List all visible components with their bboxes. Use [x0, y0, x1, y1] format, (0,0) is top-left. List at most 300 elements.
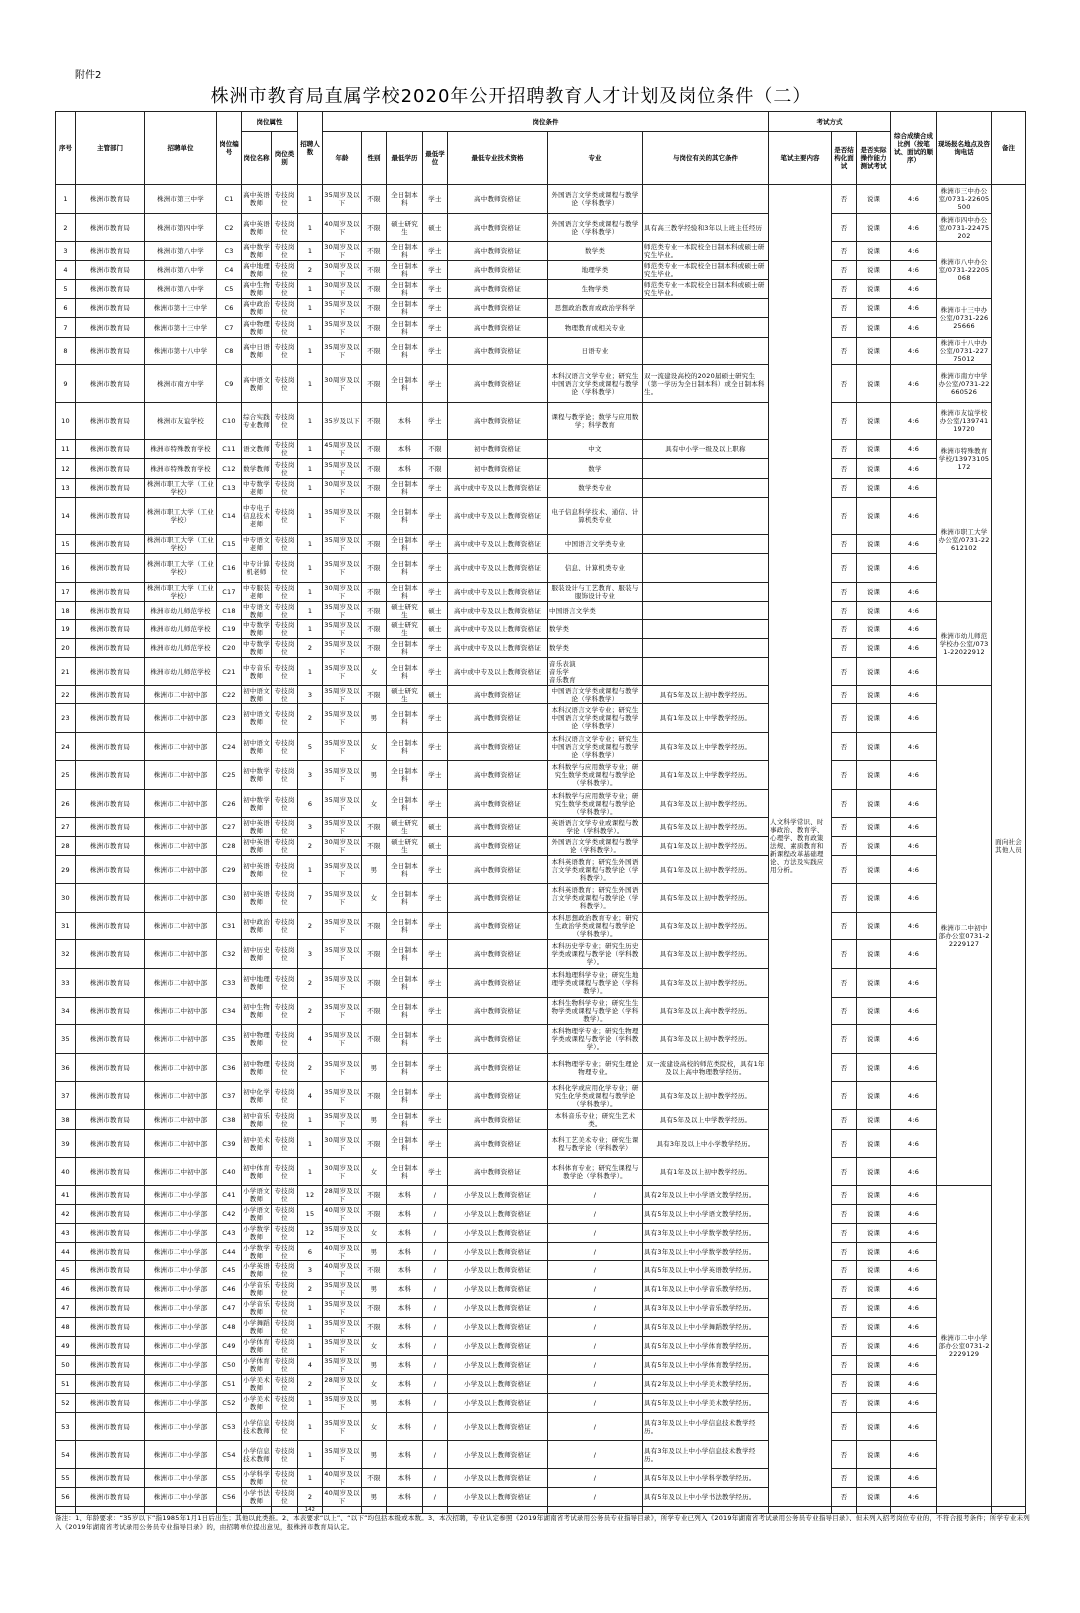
cell-interview: [832, 1186, 857, 1205]
cell-type-text: 专技岗位: [274, 343, 295, 359]
cell-code-text: C23: [222, 714, 236, 722]
cell-degree: [423, 1082, 448, 1110]
cell-major-text: 外国语言文学类或课程与教学论（学科教学）: [551, 191, 639, 207]
cell-type-text: 专技岗位: [274, 946, 295, 962]
cell-unit-text: 株洲市南方中学: [157, 379, 204, 388]
cell-degree-text: 学士: [428, 1091, 442, 1100]
cell-code: [217, 602, 242, 620]
cell-count: [298, 940, 323, 969]
cell-major-text: /: [593, 1450, 597, 1459]
cell-seq-text: 55: [61, 1474, 70, 1482]
cell-code: [217, 1318, 242, 1337]
cell-major-text: 生物学类: [581, 285, 609, 293]
cell-seq: [56, 1224, 76, 1243]
cell-interview-text: 否: [840, 1247, 848, 1256]
cell-seq: [56, 1337, 76, 1356]
cell-post-text: 初中生物教师: [243, 1003, 270, 1019]
cell-major: [548, 318, 643, 338]
cell-edu: [387, 185, 423, 214]
cell-practical: [857, 733, 891, 761]
cell-post-text: 综合实践专业教师: [243, 413, 270, 429]
cell-edu-text: 全日制本科: [391, 343, 418, 359]
cell-gender-text: 不限: [367, 464, 381, 473]
cell-code: [217, 1205, 242, 1224]
cell-dept-text: 株洲市教育局: [89, 714, 131, 722]
cell-gender-text: 不限: [367, 347, 381, 355]
cell-seq: [56, 602, 76, 620]
cell-other: [643, 365, 769, 403]
cell-count-text: 3: [307, 950, 313, 958]
cell-dept: [76, 214, 145, 242]
cell-major-text: 中国语言文学类或课程与教学论（学科教学）: [551, 686, 639, 703]
cell-interview: [832, 686, 857, 704]
cell-other: [643, 185, 769, 214]
cell-count-text: 1: [307, 1139, 313, 1148]
cell-code: [217, 620, 242, 639]
cell-contact: [937, 338, 992, 365]
cell-age-text: 35周岁及以下: [324, 640, 360, 656]
cell-post-text: 高中语文教师: [243, 375, 270, 392]
cell-qual: [448, 1318, 548, 1337]
cell-other-text: 具有5年及以上初中教学经历。: [659, 690, 752, 699]
cell-count: [298, 1488, 323, 1507]
cell-other: [643, 242, 769, 261]
header-exam-group: 考试方式: [769, 112, 891, 132]
cell-qual: [448, 554, 548, 583]
cell-practical-text: 说课: [866, 894, 881, 902]
cell-type-text: 专技岗位: [274, 890, 295, 906]
cell-qual: [448, 884, 548, 913]
cell-ratio: [891, 583, 937, 602]
cell-unit: [145, 440, 217, 459]
cell-major-text: /: [593, 1342, 597, 1350]
cell-major: [548, 1186, 643, 1205]
cell-ratio: [891, 1318, 937, 1337]
cell-major-text: 本科思想政治教育专业；研究生政治学类或课程与教学论（学科教学）。: [551, 914, 639, 938]
cell-gender-text: 不限: [367, 1210, 381, 1218]
cell-unit: [145, 761, 217, 790]
cell-unit: [145, 1394, 217, 1413]
cell-edu: [387, 498, 423, 535]
cell-ratio-text: 4:6: [908, 1063, 920, 1072]
cell-major: [548, 299, 643, 318]
cell-major-text: /: [593, 1493, 597, 1501]
cell-age: [323, 602, 362, 620]
cell-post-text: 语文教师: [243, 445, 270, 453]
cell-unit: [145, 1413, 217, 1441]
cell-seq-text: 32: [61, 950, 70, 958]
cell-count: [298, 790, 323, 818]
cell-degree: [423, 318, 448, 338]
cell-interview: [832, 403, 857, 440]
cell-type: [272, 1375, 298, 1394]
cell-gender: [362, 1299, 387, 1318]
cell-code-text: C31: [222, 922, 236, 930]
cell-ratio: [891, 1356, 937, 1375]
cell-seq: [56, 818, 76, 837]
cell-seq-text: 43: [61, 1229, 70, 1237]
cell-gender: [362, 1158, 387, 1186]
cell-practical-text: 说课: [866, 285, 881, 293]
cell-gender-text: 不限: [367, 304, 381, 312]
cell-practical: [857, 1280, 891, 1299]
cell-type: [272, 365, 298, 403]
cell-degree: [423, 403, 448, 440]
cell-code: [217, 686, 242, 704]
cell-code: [217, 1261, 242, 1280]
cell-unit: [145, 1025, 217, 1054]
cell-post-text: 高中生物教师: [243, 281, 270, 297]
cell-ratio-text: 4:6: [908, 690, 920, 699]
cell-code: [217, 498, 242, 535]
header-contact: 现场报名地点及咨询电话: [937, 112, 992, 185]
cell-practical: [857, 1375, 891, 1394]
cell-post-text: 初中语文教师: [243, 710, 270, 726]
cell-degree-text: 学士: [428, 742, 442, 751]
cell-code-text: C51: [222, 1380, 236, 1388]
cell-interview-text: 否: [840, 1139, 848, 1148]
cell-unit-text: 株洲市二中初中部: [153, 799, 208, 808]
cell-unit-text: 株洲市二中小学部: [153, 1380, 208, 1388]
cell-age-text: 35周岁及以下: [324, 663, 360, 680]
cell-age-text: 35周岁及以下: [324, 686, 360, 703]
cell-other: [643, 940, 769, 969]
cell-count-text: 2: [307, 1285, 313, 1293]
cell-major: [548, 1318, 643, 1337]
table-row: [56, 602, 1026, 620]
cell-qual: [448, 1110, 548, 1130]
cell-seq-text: 19: [61, 625, 70, 633]
cell-seq-text: 28: [61, 842, 70, 850]
cell-type: [272, 969, 298, 998]
cell-gender-text: 不限: [367, 1323, 381, 1331]
cell-practical-text: 说课: [866, 1304, 881, 1312]
cell-ratio-text: 4:6: [908, 1380, 920, 1388]
cell-code-text: C40: [222, 1167, 236, 1176]
cell-degree: [423, 365, 448, 403]
cell-edu: [387, 856, 423, 884]
cell-post: [242, 1025, 272, 1054]
cell-degree-text: /: [433, 1229, 437, 1237]
cell-count: [298, 1469, 323, 1488]
cell-gender-text: 男: [370, 1247, 378, 1256]
cell-dept: [76, 280, 145, 299]
cell-ratio: [891, 704, 937, 733]
cell-practical: [857, 1337, 891, 1356]
cell-other-text: 具有3年及以上中学教学经历。: [659, 742, 752, 751]
cell-age: [323, 1224, 362, 1243]
cell-age-text: 35周岁及以下: [324, 1418, 360, 1435]
cell-unit: [145, 686, 217, 704]
cell-seq: [56, 214, 76, 242]
cell-other: [643, 686, 769, 704]
cell-ratio-text: 4:6: [908, 379, 920, 388]
cell-interview: [832, 940, 857, 969]
cell-interview-text: 否: [840, 247, 848, 255]
cell-unit-text: 株洲市二中初中部: [153, 842, 208, 850]
cell-other-text: 具有3年及以上初中教学经历。: [659, 1035, 752, 1043]
cell-type-text: 专技岗位: [274, 1031, 295, 1047]
cell-type: [272, 639, 298, 658]
cell-seq: [56, 583, 76, 602]
cell-type-text: 专技岗位: [274, 640, 295, 656]
cell-code-text: C55: [222, 1474, 236, 1482]
cell-edu: [387, 686, 423, 704]
cell-code: [217, 299, 242, 318]
table-row: [56, 761, 1026, 790]
cell-code: [217, 554, 242, 583]
cell-practical-text: 说课: [866, 742, 881, 751]
cell-gender-text: 不限: [367, 922, 381, 930]
cell-code-text: C7: [224, 323, 234, 332]
header-gender: 性别: [362, 132, 387, 185]
table-row: [56, 498, 1026, 535]
cell-major: [548, 658, 643, 686]
cell-interview: [832, 602, 857, 620]
cell-other: [643, 818, 769, 837]
cell-post: [242, 280, 272, 299]
cell-edu: [387, 365, 423, 403]
cell-type: [272, 1394, 298, 1413]
cell-type: [272, 318, 298, 338]
cell-gender: [362, 1243, 387, 1261]
cell-degree-text: 学士: [428, 950, 442, 958]
cell-post-text: 初中数学教师: [243, 767, 270, 783]
cell-edu: [387, 790, 423, 818]
cell-age-text: 35周岁及以下: [324, 975, 360, 991]
cell-unit-text: 株洲市二中小学部: [153, 1285, 208, 1293]
cell-other-text: 双一流建设高校的师范类院校，具有1年及以上高中物理教学经历。: [646, 1059, 765, 1076]
cell-dept: [76, 818, 145, 837]
cell-degree: [423, 1243, 448, 1261]
cell-dept-text: 株洲市教育局: [89, 1285, 131, 1293]
cell-gender-text: 不限: [367, 842, 381, 850]
cell-code: [217, 1186, 242, 1205]
cell-practical: [857, 761, 891, 790]
cell-contact: [937, 403, 992, 440]
cell-major-text: 外国语言文学类或课程与教学论（学科教学）。: [551, 838, 639, 854]
cell-count: [298, 1054, 323, 1082]
cell-unit-text: 株洲市二中小学部: [153, 1474, 208, 1482]
cell-ratio-text: 4:6: [908, 1304, 920, 1312]
cell-seq: [56, 856, 76, 884]
cell-major: [548, 261, 643, 280]
cell-degree: [423, 790, 448, 818]
cell-major: [548, 498, 643, 535]
cell-practical: [857, 913, 891, 940]
cell-unit: [145, 1299, 217, 1318]
header-other-conditions: 与岗位有关的其它条件: [643, 132, 769, 185]
cell-post: [242, 1280, 272, 1299]
cell-ratio-text: 4:6: [908, 1210, 920, 1218]
cell-degree-text: /: [433, 1493, 437, 1501]
cell-seq: [56, 913, 76, 940]
cell-dept-text: 株洲市教育局: [89, 1422, 131, 1431]
cell-ratio: [891, 1413, 937, 1441]
cell-interview: [832, 1469, 857, 1488]
cell-contact-text: 株洲市幼儿师范学校办公室/0731-22022912: [939, 631, 989, 656]
cell-practical: [857, 837, 891, 856]
cell-dept-text: 株洲市教育局: [89, 1323, 131, 1331]
cell-post-text: 高中英语教师: [243, 219, 270, 236]
cell-post-text: 初中语文教师: [243, 686, 270, 703]
cell-practical: [857, 1186, 891, 1205]
cell-edu: [387, 884, 423, 913]
cell-post-text: 初中体育教师: [243, 1163, 270, 1180]
cell-seq: [56, 365, 76, 403]
table-row: [56, 440, 1026, 459]
cell-code-text: C42: [222, 1210, 236, 1218]
cell-dept: [76, 1082, 145, 1110]
cell-unit: [145, 1186, 217, 1205]
cell-code: [217, 365, 242, 403]
cell-edu-text: 硕士研究生: [391, 219, 418, 236]
cell-contact-text: 株洲市二中初中部办公室0731-22229127: [938, 923, 990, 948]
cell-ratio-text: 4:6: [908, 1323, 920, 1331]
cell-seq: [56, 1356, 76, 1375]
cell-interview-text: 否: [840, 223, 848, 232]
cell-other-text: [643, 602, 768, 619]
cell-count: [298, 1130, 323, 1158]
cell-edu-text: 全日制本科: [391, 1059, 418, 1076]
cell-dept: [76, 1025, 145, 1054]
cell-unit-text: 株洲市第八中学: [157, 266, 204, 274]
header-education: 最低学历: [387, 132, 423, 185]
cell-qual-text: 高中或中专及以上教师资格证: [453, 564, 542, 572]
cell-major-text: 本科地理科学专业；研究生地理学类或课程与教学论（学科教学）。: [551, 971, 639, 995]
total-empty-cell-text: [992, 1507, 1025, 1513]
cell-qual-text: 高中教师资格证: [474, 1007, 521, 1015]
cell-other-text: 具有中小学一级及以上职称: [665, 445, 746, 453]
cell-code: [217, 884, 242, 913]
cell-other-text: 具有3年及以上初中教学经历。: [659, 1091, 752, 1100]
cell-qual: [448, 280, 548, 299]
cell-unit: [145, 1224, 217, 1243]
cell-post-text: 小学信息技术教师: [243, 1446, 270, 1463]
cell-post: [242, 658, 272, 686]
cell-post: [242, 338, 272, 365]
cell-other: [643, 1375, 769, 1394]
cell-interview-text: 否: [840, 1361, 848, 1369]
table-row: [56, 1280, 1026, 1299]
cell-unit-text: 株洲市二中小学部: [153, 1210, 208, 1218]
cell-seq-text: 22: [61, 690, 70, 699]
cell-count-text: 1: [307, 484, 313, 492]
cell-age-text: 30周岁及以下: [324, 281, 360, 297]
cell-post: [242, 1186, 272, 1205]
cell-gender: [362, 1054, 387, 1082]
cell-count: [298, 1243, 323, 1261]
cell-dept: [76, 1488, 145, 1507]
cell-practical-text: 说课: [866, 1323, 881, 1331]
cell-edu-text: 本科: [397, 1474, 412, 1482]
cell-type: [272, 940, 298, 969]
cell-interview-text: 否: [840, 540, 848, 548]
cell-contact: [937, 242, 992, 299]
cell-edu: [387, 1205, 423, 1224]
cell-code: [217, 790, 242, 818]
cell-type: [272, 1186, 298, 1205]
cell-type-text: 专技岗位: [274, 795, 295, 812]
cell-qual: [448, 535, 548, 554]
total-empty-cell-text: [832, 1507, 856, 1513]
cell-interview-text: 否: [840, 950, 848, 958]
cell-qual: [448, 1130, 548, 1158]
cell-type-text: 专技岗位: [274, 918, 295, 934]
cell-type: [272, 837, 298, 856]
cell-other: [643, 214, 769, 242]
cell-dept-text: 株洲市教育局: [89, 644, 131, 652]
cell-post-text: 高中政治教师: [243, 300, 270, 316]
cell-post: [242, 733, 272, 761]
cell-degree-text: 学士: [428, 979, 442, 987]
cell-seq: [56, 1413, 76, 1441]
cell-degree: [423, 856, 448, 884]
cell-dept: [76, 440, 145, 459]
cell-edu: [387, 837, 423, 856]
table-row: [56, 1337, 1026, 1356]
cell-dept-text: 株洲市教育局: [89, 799, 131, 808]
cell-practical-text: 说课: [866, 588, 881, 596]
cell-dept-text: 株洲市教育局: [89, 1229, 131, 1237]
header-age: 年龄: [323, 132, 362, 185]
cell-age: [323, 733, 362, 761]
cell-dept-text: 株洲市教育局: [89, 894, 131, 902]
cell-unit-text: 株洲市特殊教育学校: [150, 445, 211, 453]
cell-practical-text: 说课: [866, 195, 881, 203]
cell-count-text: 2: [307, 644, 313, 652]
cell-ratio: [891, 1375, 937, 1394]
cell-other: [643, 1394, 769, 1413]
cell-edu-text: 本科: [397, 1210, 412, 1218]
cell-qual-text: 高中教师资格证: [474, 823, 521, 831]
cell-qual-text: 初中教师资格证: [474, 464, 521, 473]
cell-age: [323, 498, 362, 535]
cell-other-text: 具有3年及以上中小学信息技术教学经历。: [644, 1446, 756, 1463]
cell-practical: [857, 459, 891, 479]
cell-edu-text: 全日制本科: [391, 536, 418, 552]
cell-post-text: 初中数学教师: [243, 795, 270, 812]
cell-type-text: 专技岗位: [274, 838, 295, 854]
header-condition-group: 岗位条件: [323, 112, 769, 132]
cell-interview: [832, 338, 857, 365]
cell-type: [272, 1158, 298, 1186]
cell-dept: [76, 1394, 145, 1413]
cell-age-text: 35周岁及以下: [324, 602, 360, 619]
cell-practical: [857, 403, 891, 440]
cell-edu-text: 全日制本科: [391, 710, 418, 726]
cell-other-text: [643, 403, 768, 439]
cell-type: [272, 998, 298, 1025]
cell-seq: [56, 704, 76, 733]
cell-other: [643, 1413, 769, 1441]
cell-code: [217, 1280, 242, 1299]
cell-major: [548, 790, 643, 818]
cell-count-text: 1: [307, 247, 313, 255]
cell-post: [242, 790, 272, 818]
total-empty-cell-text: [448, 1507, 547, 1513]
cell-age-text: 35周岁及以下: [324, 918, 360, 934]
cell-post-text: 初中语文教师: [243, 738, 270, 755]
cell-dept-text: 株洲市教育局: [89, 1035, 131, 1043]
cell-type: [272, 1469, 298, 1488]
cell-qual: [448, 1441, 548, 1469]
cell-qual: [448, 185, 548, 214]
cell-type-text: 专技岗位: [274, 1087, 295, 1104]
cell-qual-text: 小学及以上教师资格证: [464, 1191, 531, 1199]
cell-dept-text: 株洲市教育局: [89, 950, 131, 958]
cell-code: [217, 1130, 242, 1158]
